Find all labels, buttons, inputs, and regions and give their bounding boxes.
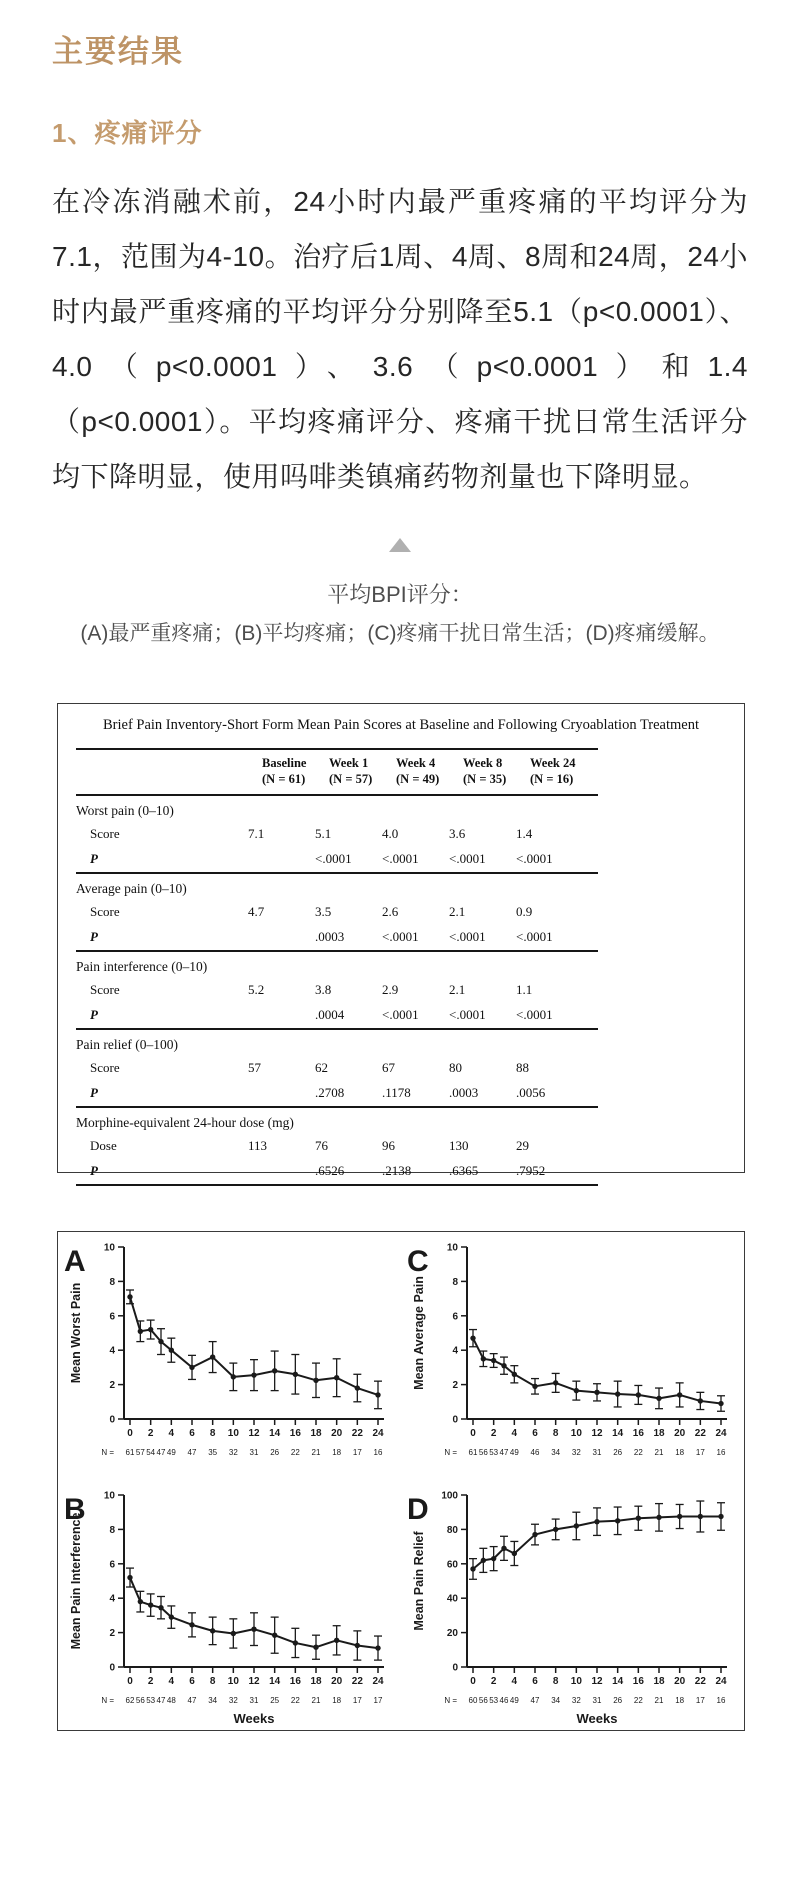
svg-text:32: 32 [571, 1696, 581, 1705]
table-cell: 88 [516, 1060, 529, 1075]
svg-text:60: 60 [446, 1559, 458, 1571]
svg-text:22: 22 [633, 1448, 643, 1457]
svg-text:10: 10 [570, 1676, 582, 1687]
svg-text:18: 18 [331, 1696, 341, 1705]
table-section-label: Morphine-equivalent 24-hour dose (mg) [76, 1114, 294, 1130]
svg-text:53: 53 [488, 1448, 498, 1457]
chart-d-svg [403, 1481, 743, 1729]
svg-text:54: 54 [145, 1448, 155, 1457]
table-cell: 0.9 [516, 904, 533, 919]
svg-text:N =: N = [100, 1696, 114, 1705]
svg-text:C: C [406, 1245, 429, 1278]
table-cell: 5.2 [248, 982, 265, 997]
column-header-line2: (N = 49) [396, 772, 440, 787]
svg-text:10: 10 [227, 1676, 239, 1687]
svg-text:24: 24 [371, 1428, 384, 1439]
table-row-name: P [90, 1007, 98, 1022]
svg-text:20: 20 [673, 1428, 685, 1439]
svg-text:26: 26 [612, 1448, 622, 1457]
svg-text:Mean Pain Relief: Mean Pain Relief [411, 1531, 426, 1631]
table-section-label: Worst pain (0–10) [76, 802, 174, 818]
svg-text:16: 16 [716, 1696, 725, 1705]
table-row [76, 847, 598, 872]
svg-text:31: 31 [592, 1696, 601, 1705]
svg-text:20: 20 [673, 1676, 685, 1687]
table-column-header [329, 755, 396, 788]
table-cell: 2.9 [382, 982, 399, 997]
svg-text:100: 100 [440, 1490, 458, 1502]
page-title: 主要结果 [52, 34, 184, 69]
svg-text:2: 2 [490, 1676, 496, 1687]
svg-text:22: 22 [351, 1428, 363, 1439]
svg-text:6: 6 [531, 1428, 538, 1439]
svg-text:18: 18 [652, 1676, 665, 1687]
table-cell: .7952 [516, 1163, 546, 1178]
table-cell: <.0001 [449, 851, 486, 866]
table-cell: 96 [382, 1138, 395, 1153]
svg-text:21: 21 [311, 1696, 320, 1705]
svg-text:34: 34 [207, 1696, 217, 1705]
chart-b-svg [60, 1481, 400, 1729]
bpi-table [76, 748, 598, 1186]
up-triangle-icon [389, 538, 411, 552]
svg-text:10: 10 [103, 1490, 115, 1502]
svg-text:4: 4 [451, 1345, 458, 1357]
svg-text:2: 2 [108, 1628, 115, 1640]
column-header-line2: (N = 61) [262, 772, 306, 787]
svg-text:D: D [406, 1493, 429, 1526]
table-cell: <.0001 [382, 929, 419, 944]
svg-text:4: 4 [108, 1593, 115, 1605]
table-cell: <.0001 [516, 929, 553, 944]
chart-panel-d [403, 1481, 743, 1729]
table-cell [248, 1085, 315, 1101]
table-cell: .0003 [449, 1085, 479, 1100]
table-row-name: P [90, 1085, 98, 1100]
svg-text:22: 22 [290, 1696, 300, 1705]
table-cell: .1178 [382, 1085, 411, 1100]
svg-text:0: 0 [126, 1676, 133, 1687]
table-cell: .6526 [315, 1163, 345, 1178]
table-cell: 2.6 [382, 904, 399, 919]
svg-text:47: 47 [156, 1696, 165, 1705]
table-cell: 4.7 [248, 904, 265, 919]
svg-text:53: 53 [488, 1696, 498, 1705]
table-row [76, 1056, 598, 1081]
svg-text:4: 4 [108, 1345, 115, 1357]
svg-text:10: 10 [446, 1242, 458, 1254]
svg-text:4: 4 [511, 1428, 517, 1439]
svg-text:8: 8 [209, 1428, 215, 1439]
table-cell: 29 [516, 1138, 529, 1153]
svg-text:12: 12 [247, 1428, 260, 1439]
svg-text:47: 47 [156, 1448, 165, 1457]
svg-text:16: 16 [289, 1428, 301, 1439]
table-row [76, 1134, 598, 1159]
svg-text:17: 17 [373, 1696, 382, 1705]
table-row [76, 1081, 598, 1106]
svg-text:17: 17 [352, 1696, 362, 1705]
table-header-row [76, 750, 598, 794]
table-cell: 57 [248, 1060, 261, 1075]
svg-text:10: 10 [227, 1428, 239, 1439]
svg-text:32: 32 [228, 1448, 238, 1457]
table-row [76, 978, 598, 1003]
svg-text:0: 0 [108, 1662, 115, 1674]
svg-text:2: 2 [147, 1428, 153, 1439]
table-cell [248, 929, 315, 945]
svg-text:8: 8 [451, 1276, 458, 1288]
svg-text:Mean Pain Interference: Mean Pain Interference [68, 1512, 83, 1650]
svg-text:24: 24 [371, 1676, 384, 1687]
column-header-line2: (N = 35) [463, 772, 507, 787]
svg-text:N =: N = [443, 1696, 457, 1705]
svg-text:16: 16 [632, 1428, 644, 1439]
svg-text:14: 14 [611, 1676, 623, 1687]
chart-panel-a [60, 1233, 400, 1481]
svg-text:8: 8 [209, 1676, 215, 1687]
svg-text:61: 61 [125, 1448, 134, 1457]
svg-text:40: 40 [446, 1593, 458, 1605]
table-cell: .0004 [315, 1007, 345, 1022]
svg-text:6: 6 [108, 1311, 115, 1323]
svg-text:18: 18 [652, 1428, 665, 1439]
svg-text:17: 17 [695, 1448, 705, 1457]
article-page [0, 26, 800, 1888]
svg-text:56: 56 [478, 1448, 488, 1457]
section-heading: 1、疼痛评分 [52, 118, 203, 148]
svg-text:0: 0 [469, 1676, 476, 1687]
table-row-name: P [90, 1163, 98, 1178]
table-title: Brief Pain Inventory-Short Form Mean Pain Scores at Baseline and Following Cryoablation Treatment [102, 717, 700, 733]
svg-text:17: 17 [352, 1448, 362, 1457]
svg-text:6: 6 [188, 1428, 195, 1439]
table-row [76, 1003, 598, 1028]
table-cell: .0003 [315, 929, 345, 944]
svg-text:26: 26 [269, 1448, 279, 1457]
svg-text:2: 2 [147, 1676, 153, 1687]
table-column-header [262, 755, 329, 788]
svg-text:34: 34 [550, 1448, 560, 1457]
table-row-name: P [90, 851, 98, 866]
column-header-line1: Baseline [262, 756, 307, 770]
svg-text:B: B [63, 1493, 86, 1526]
table-cell: 76 [315, 1138, 328, 1153]
table-cell: 4.0 [382, 826, 399, 841]
svg-text:32: 32 [571, 1448, 581, 1457]
table-column-header [530, 755, 597, 788]
table-cell: 7.1 [248, 826, 265, 841]
svg-text:32: 32 [228, 1696, 238, 1705]
table-cell: 3.6 [449, 826, 466, 841]
table-row [76, 1159, 598, 1184]
table-cell: .2708 [315, 1085, 345, 1100]
table-cell: <.0001 [382, 1007, 419, 1022]
svg-text:Mean Worst Pain: Mean Worst Pain [68, 1282, 83, 1384]
chart-c-svg [403, 1233, 743, 1481]
svg-text:12: 12 [247, 1676, 260, 1687]
svg-text:16: 16 [632, 1676, 644, 1687]
caption-detail: (A)最严重疼痛；(B)平均疼痛；(C)疼痛干扰日常生活；(D)疼痛缓解。 [80, 622, 720, 645]
table-column-header [396, 755, 463, 788]
svg-text:0: 0 [451, 1414, 458, 1426]
table-row [76, 900, 598, 925]
svg-text:18: 18 [309, 1428, 322, 1439]
svg-text:22: 22 [351, 1676, 363, 1687]
body-paragraph: 在冷冻消融术前，24小时内最严重疼痛的平均评分为7.1，范围为4-10。治疗后1周、4周、8周和24周，24小时内最严重疼痛的平均评分分别降至5.1（p<0.0001）、4.0（p<0.0001）、3.6（p<0.0001）和1.4（p<0.0001）。平均疼痛评分、疼痛干扰日常生活评分均下降明显，使用吗啡类镇痛药物剂量也下降明显。 [52, 186, 748, 492]
svg-text:0: 0 [469, 1428, 476, 1439]
svg-text:47: 47 [499, 1448, 508, 1457]
svg-text:4: 4 [168, 1428, 174, 1439]
table-cell: <.0001 [516, 851, 553, 866]
svg-text:21: 21 [654, 1696, 663, 1705]
svg-text:22: 22 [694, 1428, 706, 1439]
table-cell: 3.5 [315, 904, 332, 919]
svg-text:25: 25 [269, 1696, 279, 1705]
svg-text:49: 49 [509, 1448, 519, 1457]
table-row [76, 925, 598, 950]
svg-text:4: 4 [511, 1676, 517, 1687]
svg-text:18: 18 [674, 1448, 684, 1457]
column-header-line1: Week 24 [530, 756, 576, 770]
svg-text:56: 56 [478, 1696, 488, 1705]
svg-text:8: 8 [552, 1676, 558, 1687]
caption-title: 平均BPI评分： [327, 582, 473, 607]
table-cell: 2.1 [449, 904, 466, 919]
table-row-name: Score [90, 904, 120, 919]
table-cell: 113 [248, 1138, 268, 1153]
svg-text:26: 26 [612, 1696, 622, 1705]
table-cell: 62 [315, 1060, 328, 1075]
table-section-rule [76, 1184, 598, 1186]
table-row [76, 822, 598, 847]
column-header-line1: Week 1 [329, 756, 369, 770]
svg-text:60: 60 [468, 1696, 477, 1705]
figure-caption [0, 578, 800, 656]
svg-text:N =: N = [100, 1448, 114, 1457]
table-cell: 130 [449, 1138, 469, 1153]
svg-text:8: 8 [108, 1524, 115, 1536]
svg-text:16: 16 [373, 1448, 382, 1457]
svg-text:10: 10 [103, 1242, 115, 1254]
svg-text:48: 48 [166, 1696, 176, 1705]
svg-text:34: 34 [550, 1696, 560, 1705]
table-section-label: Average pain (0–10) [76, 880, 187, 896]
svg-text:47: 47 [187, 1448, 196, 1457]
table-cell: 80 [449, 1060, 462, 1075]
svg-text:20: 20 [330, 1676, 342, 1687]
svg-text:80: 80 [446, 1524, 458, 1536]
svg-text:16: 16 [289, 1676, 301, 1687]
svg-text:18: 18 [674, 1696, 684, 1705]
svg-text:61: 61 [468, 1448, 477, 1457]
table-cell: 1.4 [516, 826, 533, 841]
svg-text:6: 6 [531, 1676, 538, 1687]
svg-text:6: 6 [108, 1559, 115, 1571]
svg-text:N =: N = [443, 1448, 457, 1457]
bpi-charts-figure [57, 1231, 745, 1731]
column-header-line2: (N = 16) [530, 772, 574, 787]
svg-text:24: 24 [714, 1676, 727, 1687]
table-cell: .2138 [382, 1163, 412, 1178]
svg-text:22: 22 [694, 1676, 706, 1687]
svg-text:35: 35 [207, 1448, 217, 1457]
svg-text:10: 10 [570, 1428, 582, 1439]
svg-text:A: A [63, 1245, 86, 1278]
svg-text:20: 20 [330, 1428, 342, 1439]
table-cell: 67 [382, 1060, 395, 1075]
table-cell: <.0001 [449, 929, 486, 944]
svg-text:53: 53 [145, 1696, 155, 1705]
column-header-line2: (N = 57) [329, 772, 373, 787]
svg-text:12: 12 [590, 1676, 603, 1687]
chart-panel-b [60, 1481, 400, 1729]
svg-text:47: 47 [530, 1696, 539, 1705]
svg-text:Weeks: Weeks [576, 1711, 617, 1726]
table-cell: <.0001 [516, 1007, 553, 1022]
svg-text:6: 6 [188, 1676, 195, 1687]
svg-text:18: 18 [331, 1448, 341, 1457]
svg-text:8: 8 [108, 1276, 115, 1288]
svg-text:Mean Average Pain: Mean Average Pain [411, 1276, 426, 1390]
svg-text:4: 4 [168, 1676, 174, 1687]
svg-text:31: 31 [249, 1448, 258, 1457]
chart-a-svg [60, 1233, 400, 1481]
svg-text:46: 46 [499, 1696, 508, 1705]
svg-text:47: 47 [187, 1696, 196, 1705]
svg-text:12: 12 [590, 1428, 603, 1439]
svg-text:57: 57 [135, 1448, 145, 1457]
table-row-name: Score [90, 826, 120, 841]
table-cell: .6365 [449, 1163, 479, 1178]
table-cell: 1.1 [516, 982, 533, 997]
svg-text:18: 18 [309, 1676, 322, 1687]
svg-text:20: 20 [446, 1628, 458, 1640]
table-cell: <.0001 [449, 1007, 486, 1022]
svg-text:49: 49 [166, 1448, 176, 1457]
table-cell: 3.8 [315, 982, 332, 997]
svg-text:2: 2 [490, 1428, 496, 1439]
table-cell [248, 851, 315, 867]
table-cell: <.0001 [382, 851, 419, 866]
svg-text:Weeks: Weeks [233, 1711, 274, 1726]
svg-text:62: 62 [125, 1696, 134, 1705]
table-column-header [463, 755, 530, 788]
table-row-name: Score [90, 1060, 120, 1075]
table-row-name: P [90, 929, 98, 944]
svg-text:24: 24 [714, 1428, 727, 1439]
table-cell: 2.1 [449, 982, 466, 997]
svg-text:49: 49 [509, 1696, 519, 1705]
table-cell [248, 1163, 315, 1179]
svg-text:16: 16 [716, 1448, 725, 1457]
svg-text:46: 46 [530, 1448, 539, 1457]
table-row-name: Score [90, 982, 120, 997]
chart-panel-c [403, 1233, 743, 1481]
table-section-label: Pain interference (0–10) [76, 958, 208, 974]
svg-text:22: 22 [290, 1448, 300, 1457]
table-section-label: Pain relief (0–100) [76, 1036, 178, 1052]
table-cell: <.0001 [315, 851, 352, 866]
svg-text:31: 31 [249, 1696, 258, 1705]
svg-text:21: 21 [654, 1448, 663, 1457]
column-header-line1: Week 8 [463, 756, 503, 770]
svg-text:22: 22 [633, 1696, 643, 1705]
svg-text:14: 14 [268, 1676, 280, 1687]
svg-text:0: 0 [451, 1662, 458, 1674]
table-row-name: Dose [90, 1138, 117, 1153]
table-cell: .0056 [516, 1085, 546, 1100]
svg-text:14: 14 [268, 1428, 280, 1439]
svg-text:2: 2 [451, 1380, 458, 1392]
svg-text:14: 14 [611, 1428, 623, 1439]
svg-text:0: 0 [126, 1428, 133, 1439]
table-header-spacer [76, 755, 262, 788]
svg-text:8: 8 [552, 1428, 558, 1439]
svg-text:31: 31 [592, 1448, 601, 1457]
svg-text:21: 21 [311, 1448, 320, 1457]
bpi-table-figure [57, 703, 745, 1178]
svg-text:6: 6 [451, 1311, 458, 1323]
svg-text:0: 0 [108, 1414, 115, 1426]
svg-text:56: 56 [135, 1696, 145, 1705]
table-cell [248, 1007, 315, 1023]
svg-text:2: 2 [108, 1380, 115, 1392]
table-cell: 5.1 [315, 826, 332, 841]
column-header-line1: Week 4 [396, 756, 436, 770]
svg-text:17: 17 [695, 1696, 705, 1705]
